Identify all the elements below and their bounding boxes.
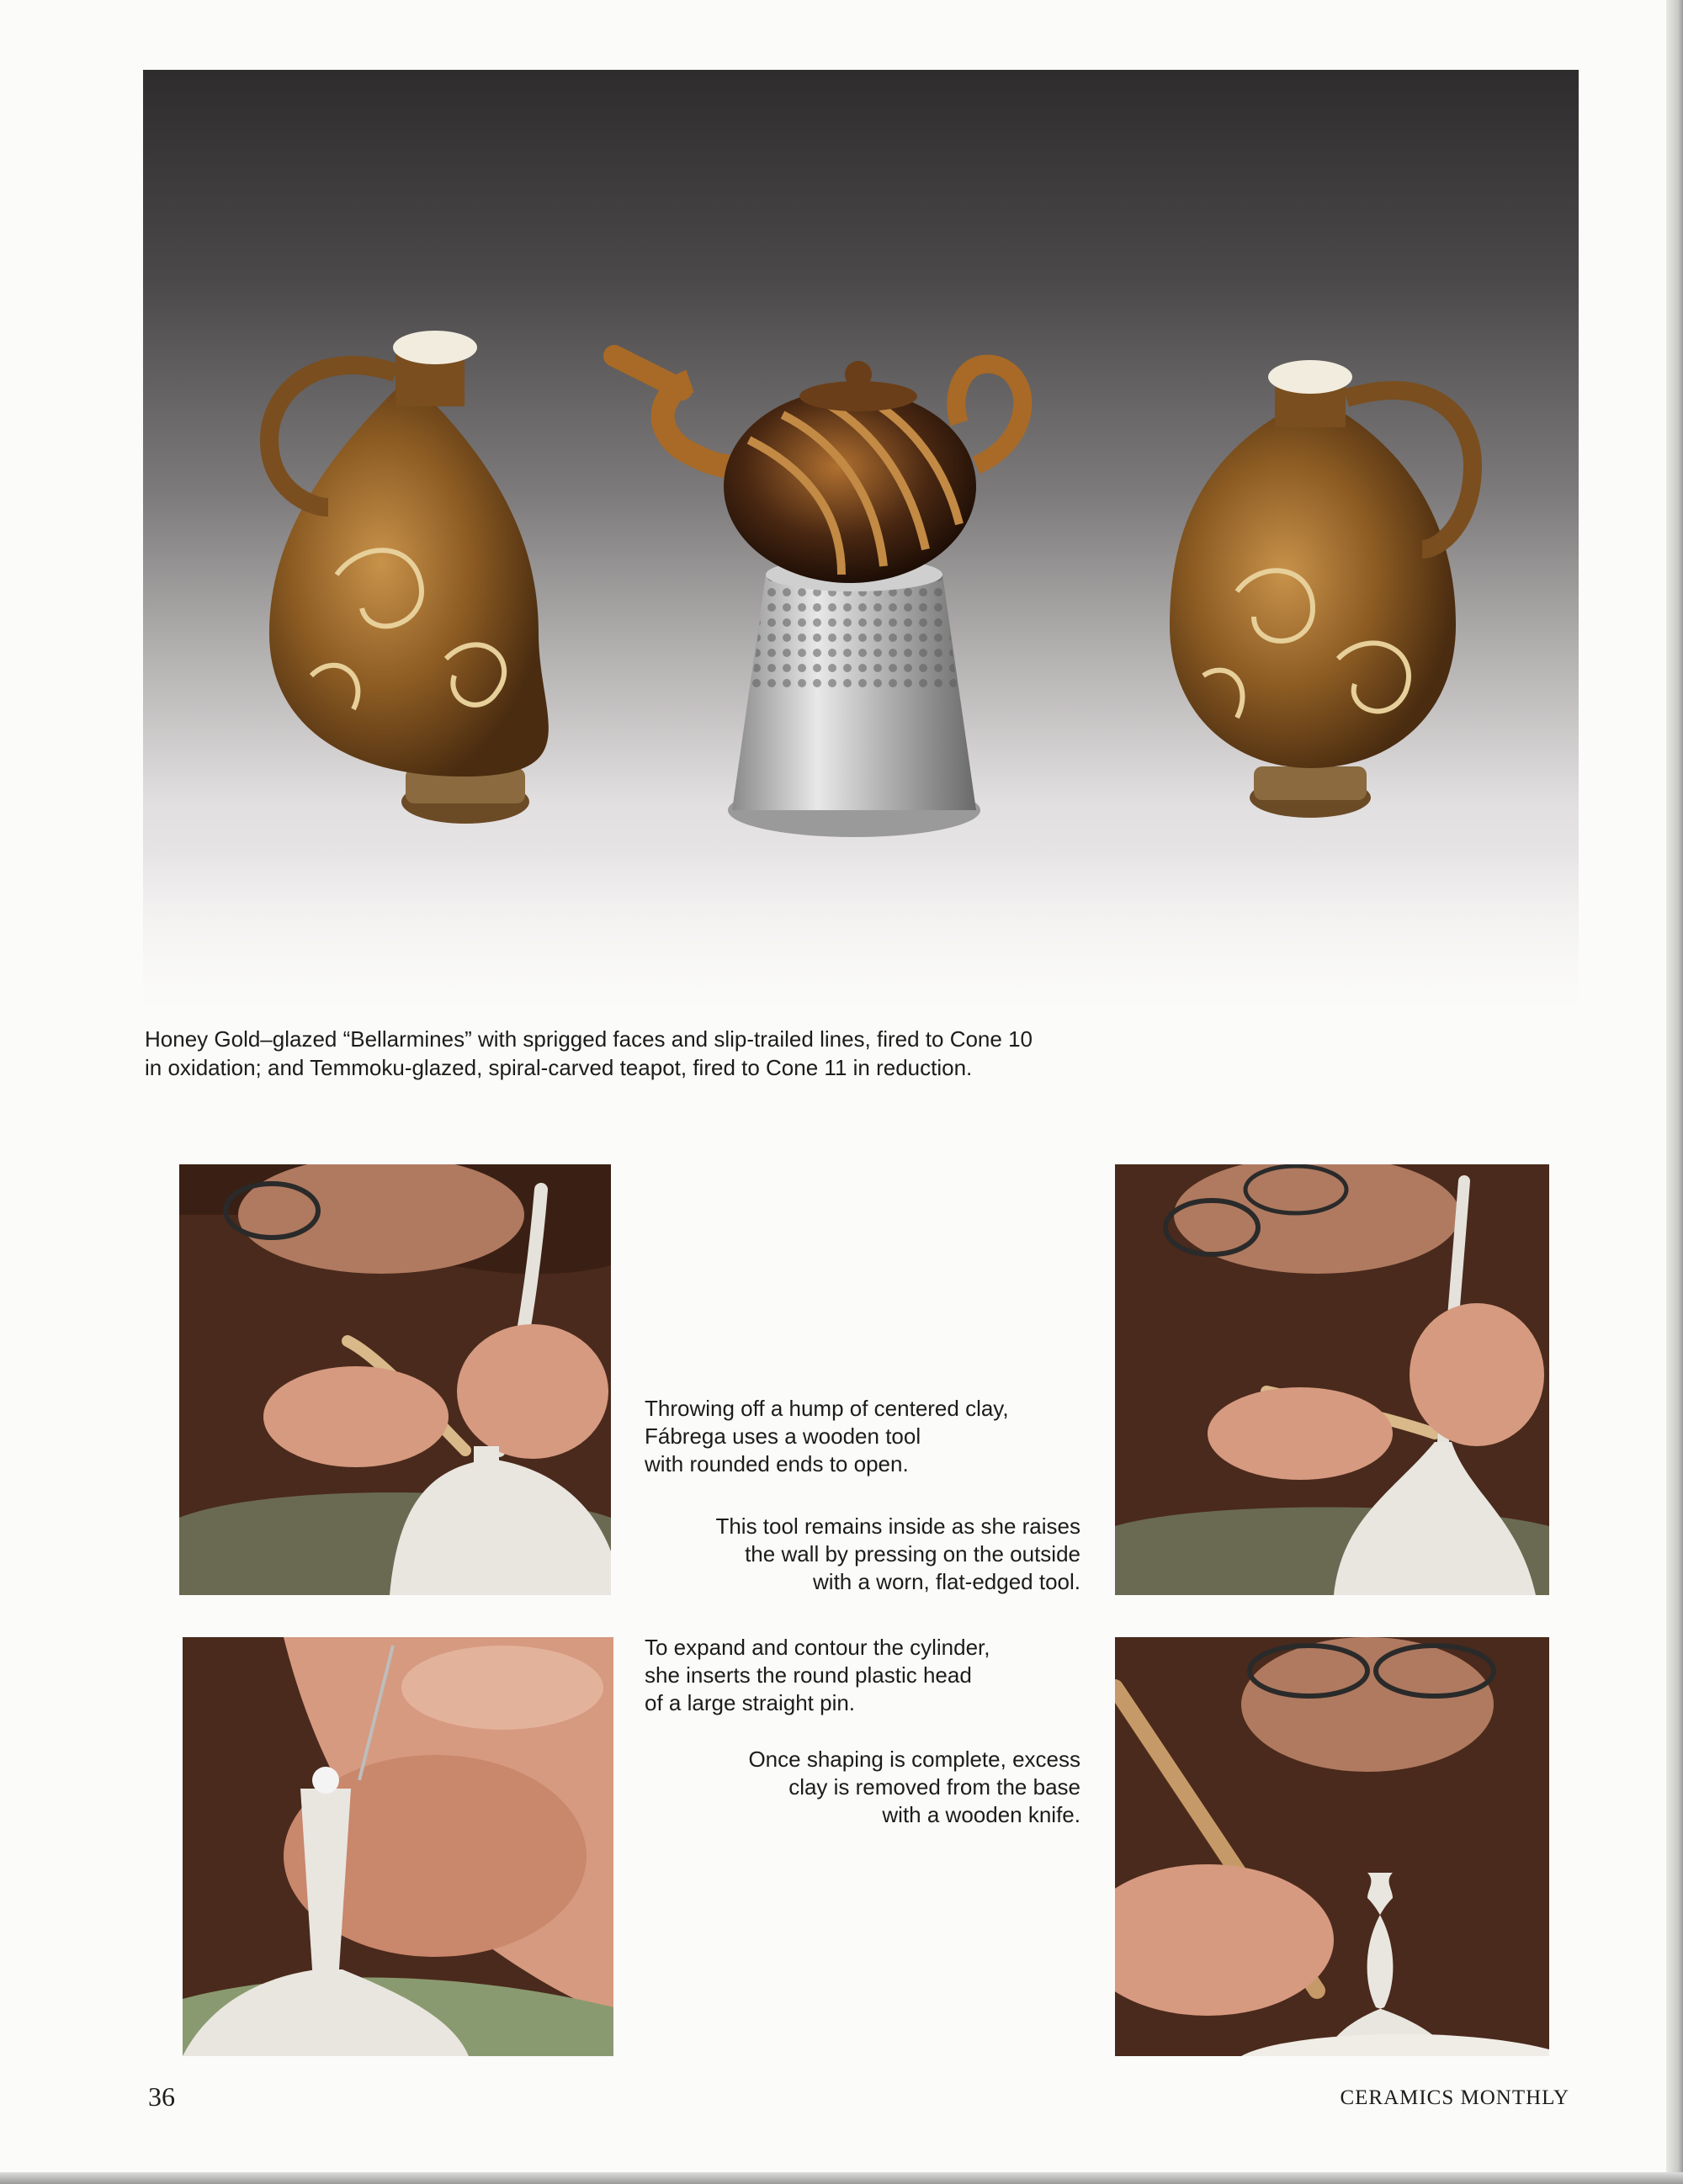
page-bottom-edge — [0, 2172, 1683, 2184]
process-photo-1-illustration — [179, 1164, 611, 1595]
step-4-line-2: clay is removed from the base — [788, 1774, 1080, 1800]
process-photo-raising-wall — [1115, 1164, 1549, 1595]
hero-caption-line-2: in oxidation; and Temmoku-glazed, spiral-carved teapot, fired to Cone 11 in reduction. — [145, 1055, 973, 1080]
magazine-name: CERAMICS MONTHLY — [1340, 2086, 1569, 2109]
page-binding-shadow — [1666, 0, 1683, 2184]
step-text-2 — [645, 1513, 1080, 1596]
process-photo-4-illustration — [1115, 1637, 1549, 2056]
step-4-line-3: with a wooden knife. — [882, 1802, 1080, 1827]
thimble-stand — [728, 558, 980, 837]
step-text-1 — [645, 1395, 1099, 1478]
step-3-line-3: of a large straight pin. — [645, 1690, 856, 1715]
step-text-4 — [645, 1746, 1080, 1829]
step-1-line-2: Fábrega uses a wooden tool — [645, 1423, 921, 1449]
process-photo-3-illustration — [183, 1637, 613, 2056]
hero-photo-bellarmines-and-teapot — [143, 70, 1579, 1010]
process-photo-2-illustration — [1115, 1164, 1549, 1595]
left-bellarmine-jug — [269, 331, 549, 824]
right-bellarmine-jug — [1170, 360, 1473, 818]
step-2-line-3: with a worn, flat-edged tool. — [813, 1569, 1080, 1594]
step-2-line-1: This tool remains inside as she raises — [715, 1513, 1080, 1539]
page-number: 36 — [148, 2081, 175, 2112]
process-photo-pin-contour — [183, 1637, 613, 2056]
step-4-line-1: Once shaping is complete, excess — [748, 1747, 1080, 1772]
step-1-line-3: with rounded ends to open. — [645, 1451, 909, 1476]
step-2-line-2: the wall by pressing on the outside — [745, 1541, 1080, 1566]
hero-caption-line-1: Honey Gold–glazed “Bellarmines” with sprigged faces and slip-trailed lines, fired to Cone 10 — [145, 1026, 1033, 1052]
step-3-line-2: she inserts the round plastic head — [645, 1662, 972, 1688]
spiral-carved-teapot — [614, 356, 1022, 583]
hero-photo-bottom-fade — [143, 852, 1579, 1010]
step-1-line-1: Throwing off a hump of centered clay, — [645, 1396, 1009, 1421]
process-photo-opening — [179, 1164, 611, 1595]
step-text-3 — [645, 1634, 1099, 1717]
process-photo-wooden-knife — [1115, 1637, 1549, 2056]
step-3-line-1: To expand and contour the cylinder, — [645, 1635, 990, 1660]
hero-caption — [145, 1025, 1197, 1082]
